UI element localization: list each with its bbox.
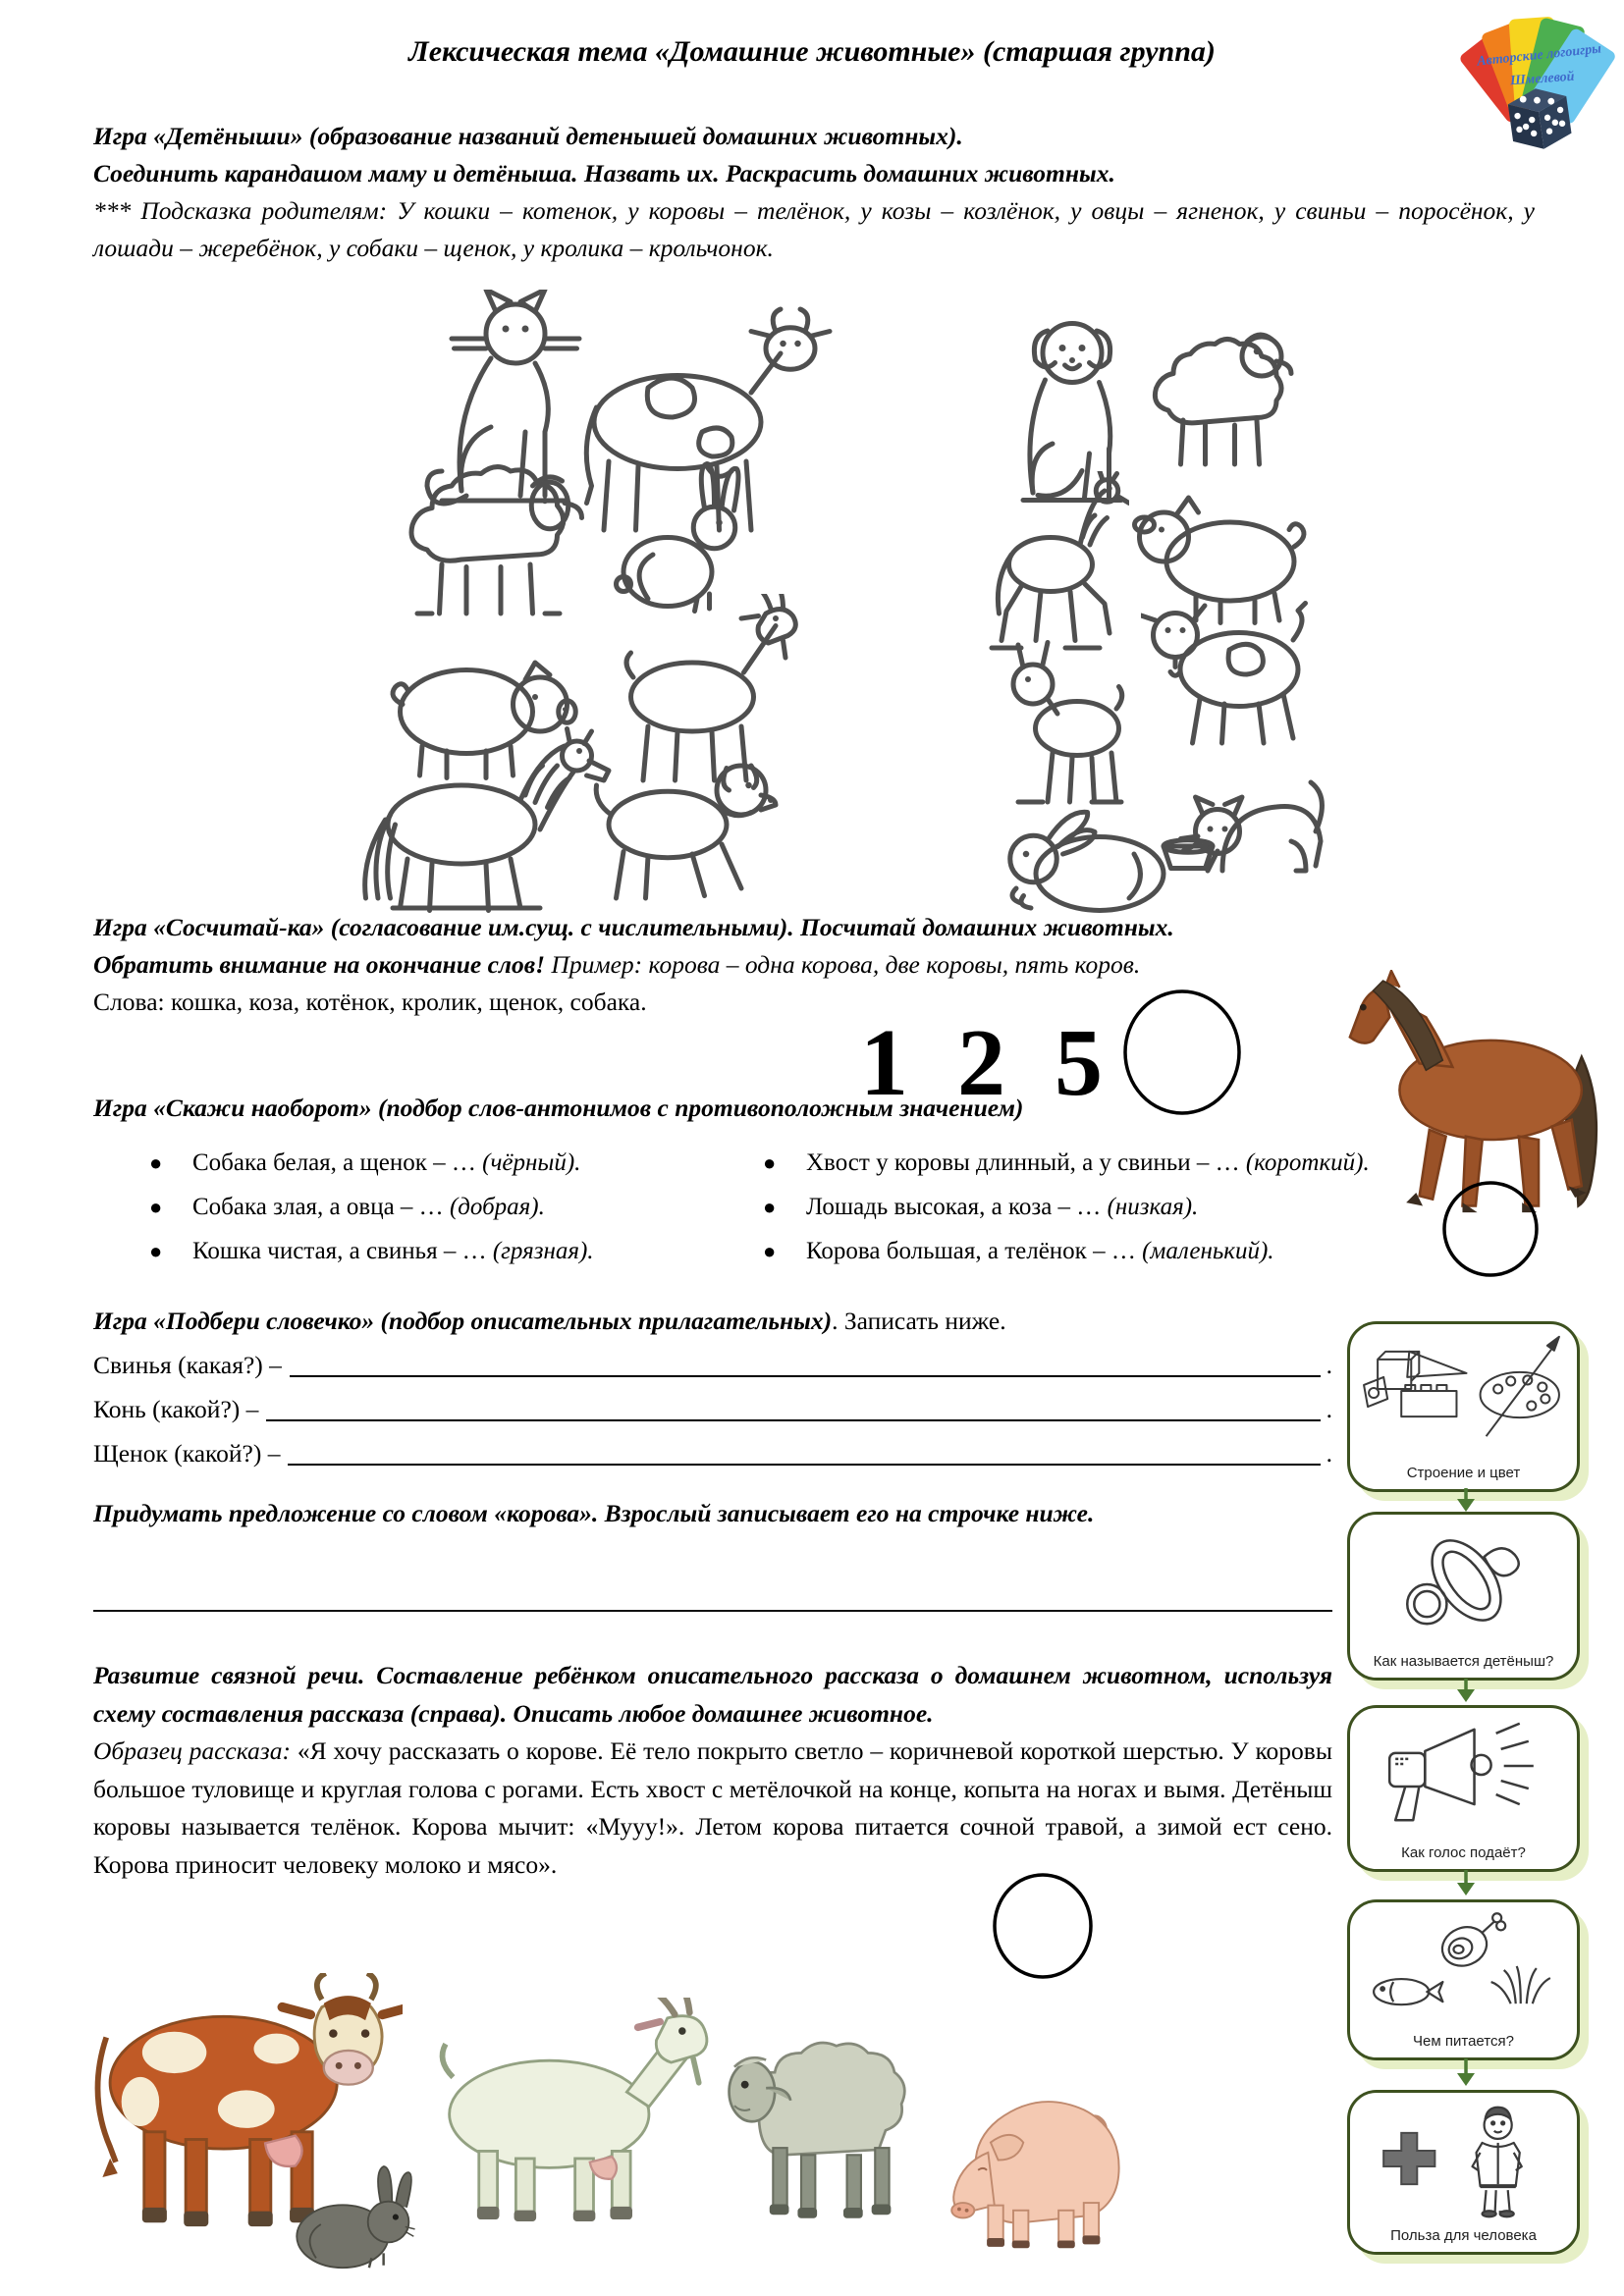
logo-text-line2: Шмелевой xyxy=(1509,69,1575,89)
megaphone-icon xyxy=(1350,1712,1577,1838)
logo-text-line1: Авторские логоигры xyxy=(1476,41,1602,70)
schema-box-benefit xyxy=(1347,2090,1580,2255)
arrow-down-icon xyxy=(1453,1870,1479,1896)
list-item xyxy=(751,1185,1443,1229)
person-plus-icon xyxy=(1350,2097,1577,2220)
write-in-line[interactable] xyxy=(288,1464,1320,1466)
adjectives-heading-bold: Игра «Подбери словечко» (подбор описательных прилагательных) xyxy=(93,1307,833,1335)
schema-box-voice xyxy=(1347,1705,1580,1872)
count-game-words: Слова: кошка, коза, котёнок, кролик, щенок, собака. xyxy=(93,988,647,1016)
bullet-icon: ● xyxy=(149,1150,163,1175)
opposite-item-text: Лошадь высокая, а коза – … xyxy=(806,1194,1108,1220)
arrow-down-icon xyxy=(1453,1488,1479,1512)
opposite-item-answer: (чёрный). xyxy=(482,1149,581,1176)
pacifier-icon xyxy=(1350,1519,1577,1646)
list-item xyxy=(137,1185,766,1229)
adjectives-game-block xyxy=(93,1300,1332,1475)
story-heading: Развитие связной речи. Составление ребёнком описательного рассказа о домашнем животном, используя схему составления рассказа (справа). Описать любое домашнее животное. xyxy=(93,1661,1332,1728)
arrow-down-icon xyxy=(1453,1679,1479,1702)
story-sample-text: «Я хочу рассказать о корове. Её тело покрыто светло – коричневой короткой шерстью. У коровы большое туловище и круглая голова с рогами. Есть хвост с метёлочкой на конце, копыта на ногах и вымя. Детёныш коровы называется телёнок. Корова мычит: «Мууу!». Летом корова питается сочной травой, а зимой ест сено. Корова приносит человеку молоко и мясо». xyxy=(93,1736,1332,1879)
sheep-drawing[interactable] xyxy=(393,452,584,623)
babies-game-block xyxy=(93,118,1535,267)
adjective-row-horse xyxy=(93,1387,1332,1431)
schema-box-baby-name xyxy=(1347,1512,1580,1681)
adjective-row-puppy xyxy=(93,1431,1332,1475)
number-2: 2 xyxy=(957,1010,1005,1116)
adjectives-heading-rest: . Записать ниже. xyxy=(832,1307,1006,1335)
sentence-task-text: Придумать предложение со словом «корова». Взрослый записывает его на строчке ниже. xyxy=(93,1499,1095,1527)
story-sample-label: Образец рассказа: xyxy=(93,1736,298,1765)
dog-drawing[interactable] xyxy=(574,741,790,913)
count-game-line2 xyxy=(93,946,1360,984)
opposite-item-text: Корова большая, а телёнок – … xyxy=(806,1238,1143,1264)
count-game-heading xyxy=(93,909,1360,946)
bullet-icon: ● xyxy=(763,1239,777,1263)
story-task-block xyxy=(93,1657,1332,1884)
bullet-icon: ● xyxy=(149,1195,163,1219)
bullet-icon: ● xyxy=(763,1150,777,1175)
opposite-game-heading: Игра «Скажи наоборот» (подбор слов-антонимов с противоположным значением) xyxy=(93,1094,1024,1122)
bullet-icon: ● xyxy=(763,1195,777,1219)
schema-caption: Как называется детёныш? xyxy=(1373,1653,1554,1670)
count-game-heading-bold: Игра «Сосчитай-ка» (согласование им.сущ. с числительными). Посчитай домашних животных. xyxy=(93,913,1174,941)
opposite-left-column xyxy=(137,1141,766,1273)
story-sample xyxy=(93,1733,1332,1884)
adjective-row-label: Свинья (какая?) – xyxy=(93,1351,282,1379)
schema-caption: Чем питается? xyxy=(1413,2033,1514,2050)
food-icon xyxy=(1350,1906,1577,2026)
bullet-icon: ● xyxy=(149,1239,163,1263)
list-item xyxy=(137,1141,766,1185)
opposite-item-text: Хвост у коровы длинный, а у свиньи – … xyxy=(806,1149,1246,1176)
count-game-attention: Обратить внимание на окончание слов! xyxy=(93,950,546,979)
lamb-drawing[interactable] xyxy=(1139,322,1301,479)
opposite-item-answer: (добрая). xyxy=(449,1194,545,1220)
colored-goat-image xyxy=(412,1998,727,2223)
schema-caption: Как голос подаёт? xyxy=(1401,1844,1526,1861)
row-period: . xyxy=(1326,1439,1332,1468)
count-game-example: Пример: корова – одна корова, две коровы, пять коров. xyxy=(545,950,1141,979)
row-period: . xyxy=(1326,1351,1332,1379)
adjective-row-label: Щенок (какой?) – xyxy=(93,1439,281,1468)
bunny-drawing[interactable] xyxy=(1001,785,1178,923)
list-item xyxy=(751,1141,1443,1185)
babies-game-hint: *** Подсказка родителям: У кошки – котенок, у коровы – телёнок, у козы – козлёнок, у овцы – ягненок, у свиньи – поросёнок, у лошади – жеребёнок, у собаки – щенок, у кролика – крольчонок. xyxy=(93,196,1535,262)
opposite-item-answer: (маленький). xyxy=(1142,1238,1274,1264)
opposite-item-answer: (короткий). xyxy=(1245,1149,1370,1176)
write-in-line[interactable] xyxy=(290,1375,1321,1377)
colored-sheep-image xyxy=(717,2012,928,2218)
schema-caption: Польза для человека xyxy=(1390,2227,1537,2244)
arrow-down-icon xyxy=(1453,2058,1479,2086)
adjective-row-pig xyxy=(93,1343,1332,1387)
row-period: . xyxy=(1326,1395,1332,1423)
babies-game-heading1: Игра «Детёныши» (образование названий детенышей домашних животных). xyxy=(93,122,963,150)
list-item xyxy=(751,1229,1443,1273)
colored-rabbit-image xyxy=(285,2158,417,2275)
schema-box-structure xyxy=(1347,1321,1580,1492)
opposite-item-text: Собака белая, а щенок – … xyxy=(192,1149,483,1176)
write-in-line[interactable] xyxy=(266,1419,1320,1421)
opposite-item-answer: (грязная). xyxy=(492,1238,594,1264)
schema-caption: Строение и цвет xyxy=(1406,1465,1521,1481)
colored-pig-image xyxy=(933,2076,1134,2253)
page-title: Лексическая тема «Домашние животные» (старшая группа) xyxy=(408,35,1216,68)
story-answer-circle[interactable] xyxy=(988,1871,1098,1981)
schema-box-food xyxy=(1347,1899,1580,2060)
adjectives-heading xyxy=(93,1300,1332,1343)
adjective-row-label: Конь (какой?) – xyxy=(93,1395,259,1423)
number-1: 1 xyxy=(860,1010,908,1116)
opposite-right-column xyxy=(751,1141,1443,1273)
sentence-write-line[interactable] xyxy=(93,1582,1332,1612)
opposite-answer-circle[interactable] xyxy=(1439,1178,1542,1280)
opposite-item-answer: (низкая). xyxy=(1107,1194,1199,1220)
list-item xyxy=(137,1229,766,1273)
babies-game-heading2: Соединить карандашом маму и детёныша. Назвать их. Раскрасить домашних животных. xyxy=(93,159,1115,187)
blocks-and-palette-icon xyxy=(1350,1328,1577,1458)
number-5: 5 xyxy=(1055,1010,1103,1116)
opposite-item-text: Кошка чистая, а свинья – … xyxy=(192,1238,493,1264)
opposite-item-text: Собака злая, а овца – … xyxy=(192,1194,450,1220)
